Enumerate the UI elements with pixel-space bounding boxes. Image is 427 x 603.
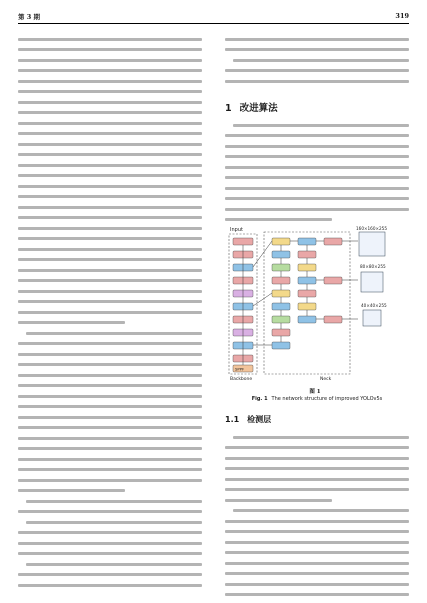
backbone-blocks: [233, 238, 253, 372]
section-title: 改进算法: [239, 103, 278, 114]
left-column-text: [18, 30, 202, 587]
conv-block: [324, 238, 342, 245]
conv-block: [298, 251, 316, 258]
concat-block: [272, 290, 290, 297]
c3-block: [272, 251, 290, 258]
right-column-text: [225, 30, 409, 83]
right-column-detection-text: [225, 428, 409, 603]
input-label: Input: [230, 227, 243, 233]
page-number: 319: [395, 12, 409, 20]
output-grid-medium: [361, 272, 383, 292]
issue-number: 第 3 期: [18, 13, 41, 21]
c3-block: [298, 277, 316, 284]
upsample-block: [272, 316, 290, 323]
output-label-2: 80×80×255: [360, 264, 386, 269]
right-column-intro-text: [225, 116, 409, 221]
conv-block: [233, 238, 253, 245]
figure-caption-cn: [225, 387, 409, 395]
subsection-title: 检测层: [247, 415, 272, 424]
output-label-1: 160×160×255: [356, 226, 387, 231]
concat-block: [298, 264, 316, 271]
output-grid-small: [363, 310, 381, 326]
conv-block: [324, 316, 342, 323]
figure-caption-en: [225, 396, 409, 402]
concat-block: [298, 303, 316, 310]
figure-label-en: Fig. 1: [251, 396, 268, 402]
c3-block: [298, 238, 316, 245]
figure-caption-en-text: The network structure of improved YOLOv5s: [271, 396, 383, 402]
conv-block: [324, 277, 342, 284]
figure-label-cn: 图 1: [309, 389, 321, 395]
output-label-3: 40×40×255: [361, 303, 387, 308]
concat-block: [272, 238, 290, 245]
running-header: [18, 10, 409, 24]
neck-blocks: [272, 238, 342, 349]
subsection-number: 1.1: [225, 415, 240, 424]
conv-block: [272, 329, 290, 336]
spp-label: SPPF: [235, 366, 245, 372]
upsample-block: [272, 264, 290, 271]
c3-block: [298, 316, 316, 323]
backbone-label: Backbone: [230, 377, 253, 382]
output-grids: [359, 232, 385, 326]
neck-label: Neck: [320, 377, 332, 382]
c3-block: [272, 342, 290, 349]
network-diagram: [228, 222, 408, 382]
conv-block: [298, 290, 316, 297]
c3-block: [272, 303, 290, 310]
section-heading: [225, 100, 278, 114]
subsection-heading: [225, 414, 271, 425]
output-grid-large: [359, 232, 385, 256]
conv-block: [272, 277, 290, 284]
network-structure-figure: [228, 222, 408, 382]
section-number: 1: [225, 103, 232, 114]
